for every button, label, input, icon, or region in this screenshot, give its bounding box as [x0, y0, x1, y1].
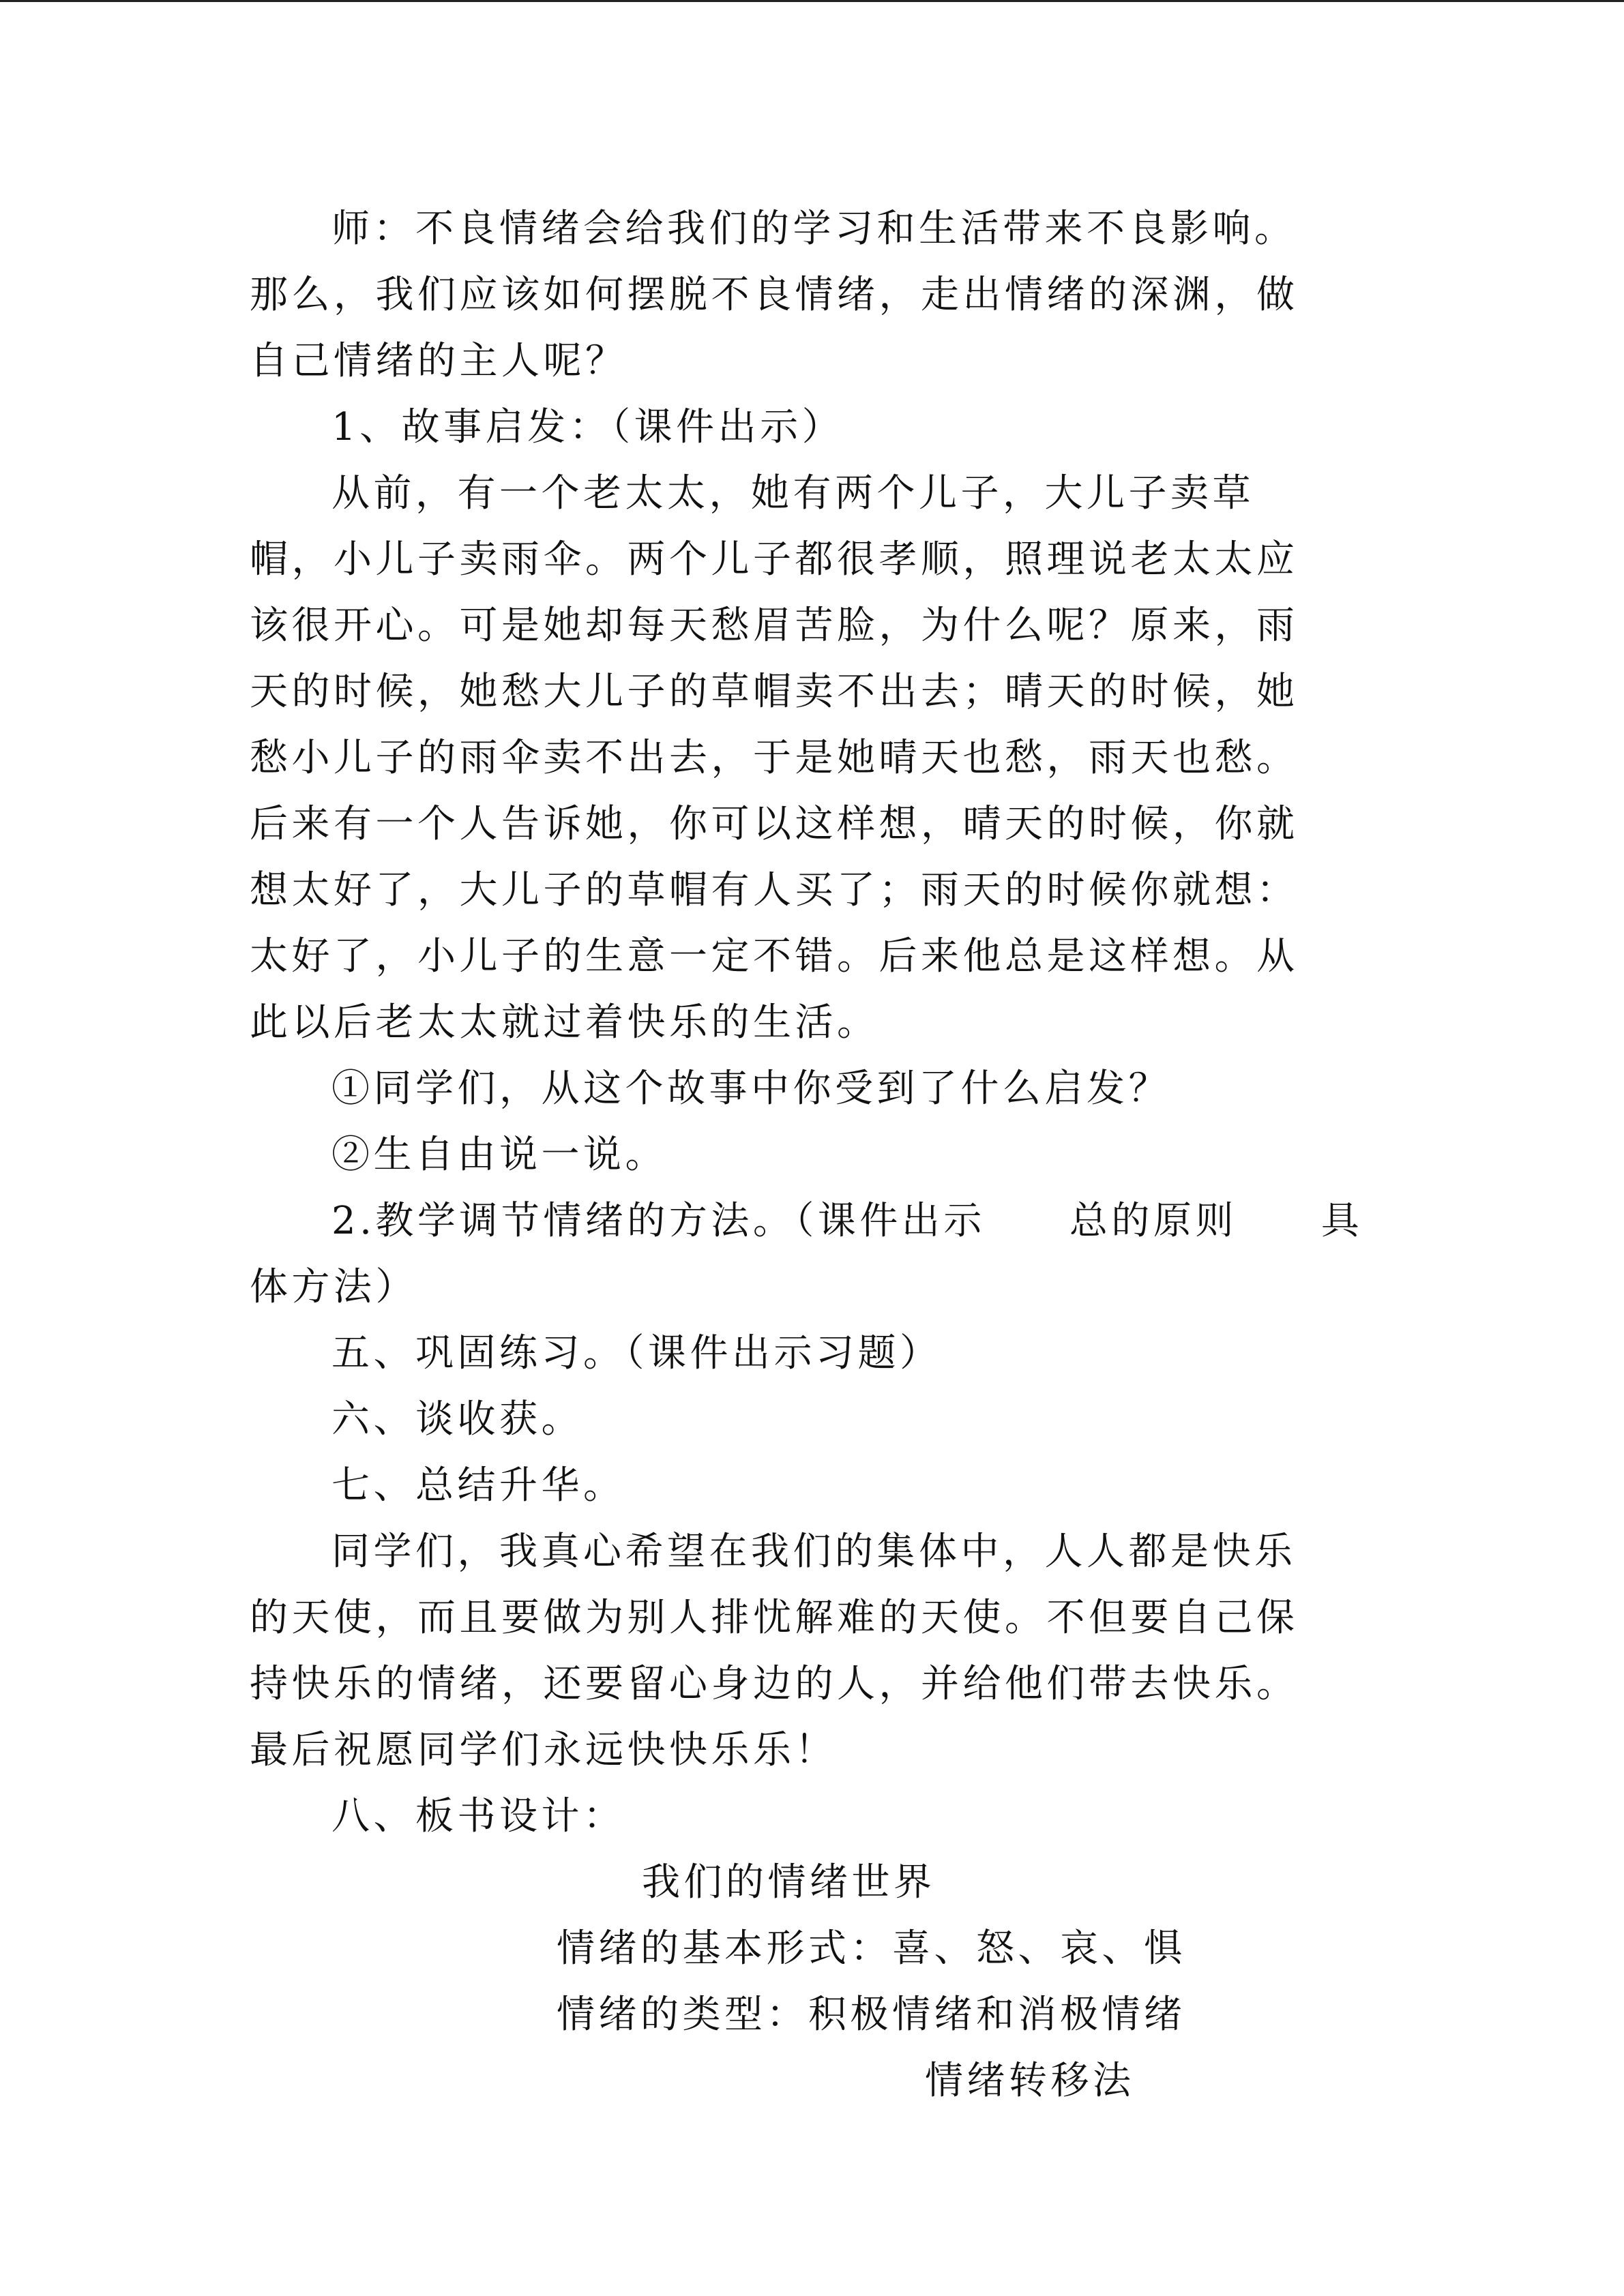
board-transfer-method: 情绪转移法 [925, 2059, 1135, 2103]
story-paragraph-line-6: 后来有一个人告诉她，你可以这样想，晴天的时候，你就 [250, 802, 1299, 846]
story-paragraph-line-7: 想太好了，大儿子的草帽有人买了；雨天的时候你就想： [250, 868, 1299, 912]
question-2: ②生自由说一说。 [331, 1133, 667, 1177]
story-paragraph-line-3: 该很开心。可是她却每天愁眉苦脸，为什么呢？原来，雨 [250, 603, 1299, 648]
step-seven: 七、总结升华。 [331, 1463, 625, 1508]
story-paragraph-line-5: 愁小儿子的雨伞卖不出去，于是她晴天也愁，雨天也愁。 [250, 736, 1299, 780]
story-paragraph-line-1: 从前，有一个老太太，她有两个儿子，大儿子卖草 [331, 471, 1254, 516]
method-paragraph-line-1: 2.教学调节情绪的方法。（课件出示 总的原则 具 [331, 1199, 1363, 1243]
closing-paragraph-line-1: 同学们，我真心希望在我们的集体中，人人都是快乐 [331, 1530, 1297, 1574]
intro-paragraph-line-3: 自己情绪的主人呢？ [250, 339, 628, 383]
closing-paragraph-line-2: 的天使，而且要做为别人排忧解难的天使。不但要自己保 [250, 1596, 1299, 1640]
story-heading: 1、故事启发：（课件出示） [331, 405, 844, 449]
story-paragraph-line-4: 天的时候，她愁大儿子的草帽卖不出去；晴天的时候，她 [250, 670, 1299, 714]
story-paragraph-line-2: 帽，小儿子卖雨伞。两个儿子都很孝顺，照理说老太太应 [250, 537, 1299, 582]
board-emotion-forms: 情绪的基本形式：喜、怒、哀、惧 [557, 1926, 1186, 1971]
intro-paragraph-line-2: 那么，我们应该如何摆脱不良情绪，走出情绪的深渊，做 [250, 273, 1299, 317]
intro-paragraph-line-1: 师：不良情绪会给我们的学习和生活带来不良影响。 [331, 207, 1297, 251]
story-paragraph-line-8: 太好了，小儿子的生意一定不错。后来他总是这样想。从 [250, 934, 1299, 979]
story-paragraph-line-9: 此以后老太太就过着快乐的生活。 [250, 1000, 879, 1045]
top-border-line [0, 0, 1624, 2]
method-paragraph-line-2: 体方法） [250, 1265, 417, 1309]
board-title: 我们的情绪世界 [642, 1860, 936, 1905]
step-five: 五、巩固练习。（课件出示习题） [331, 1331, 942, 1375]
closing-paragraph-line-4: 最后祝愿同学们永远快快乐乐！ [250, 1728, 837, 1772]
question-1: ①同学们，从这个故事中你受到了什么启发？ [331, 1067, 1170, 1111]
closing-paragraph-line-3: 持快乐的情绪，还要留心身边的人，并给他们带去快乐。 [250, 1662, 1299, 1706]
board-design-heading: 八、板书设计： [331, 1794, 625, 1838]
board-emotion-types: 情绪的类型：积极情绪和消极情绪 [557, 1993, 1186, 2037]
step-six: 六、谈收获。 [331, 1397, 583, 1442]
